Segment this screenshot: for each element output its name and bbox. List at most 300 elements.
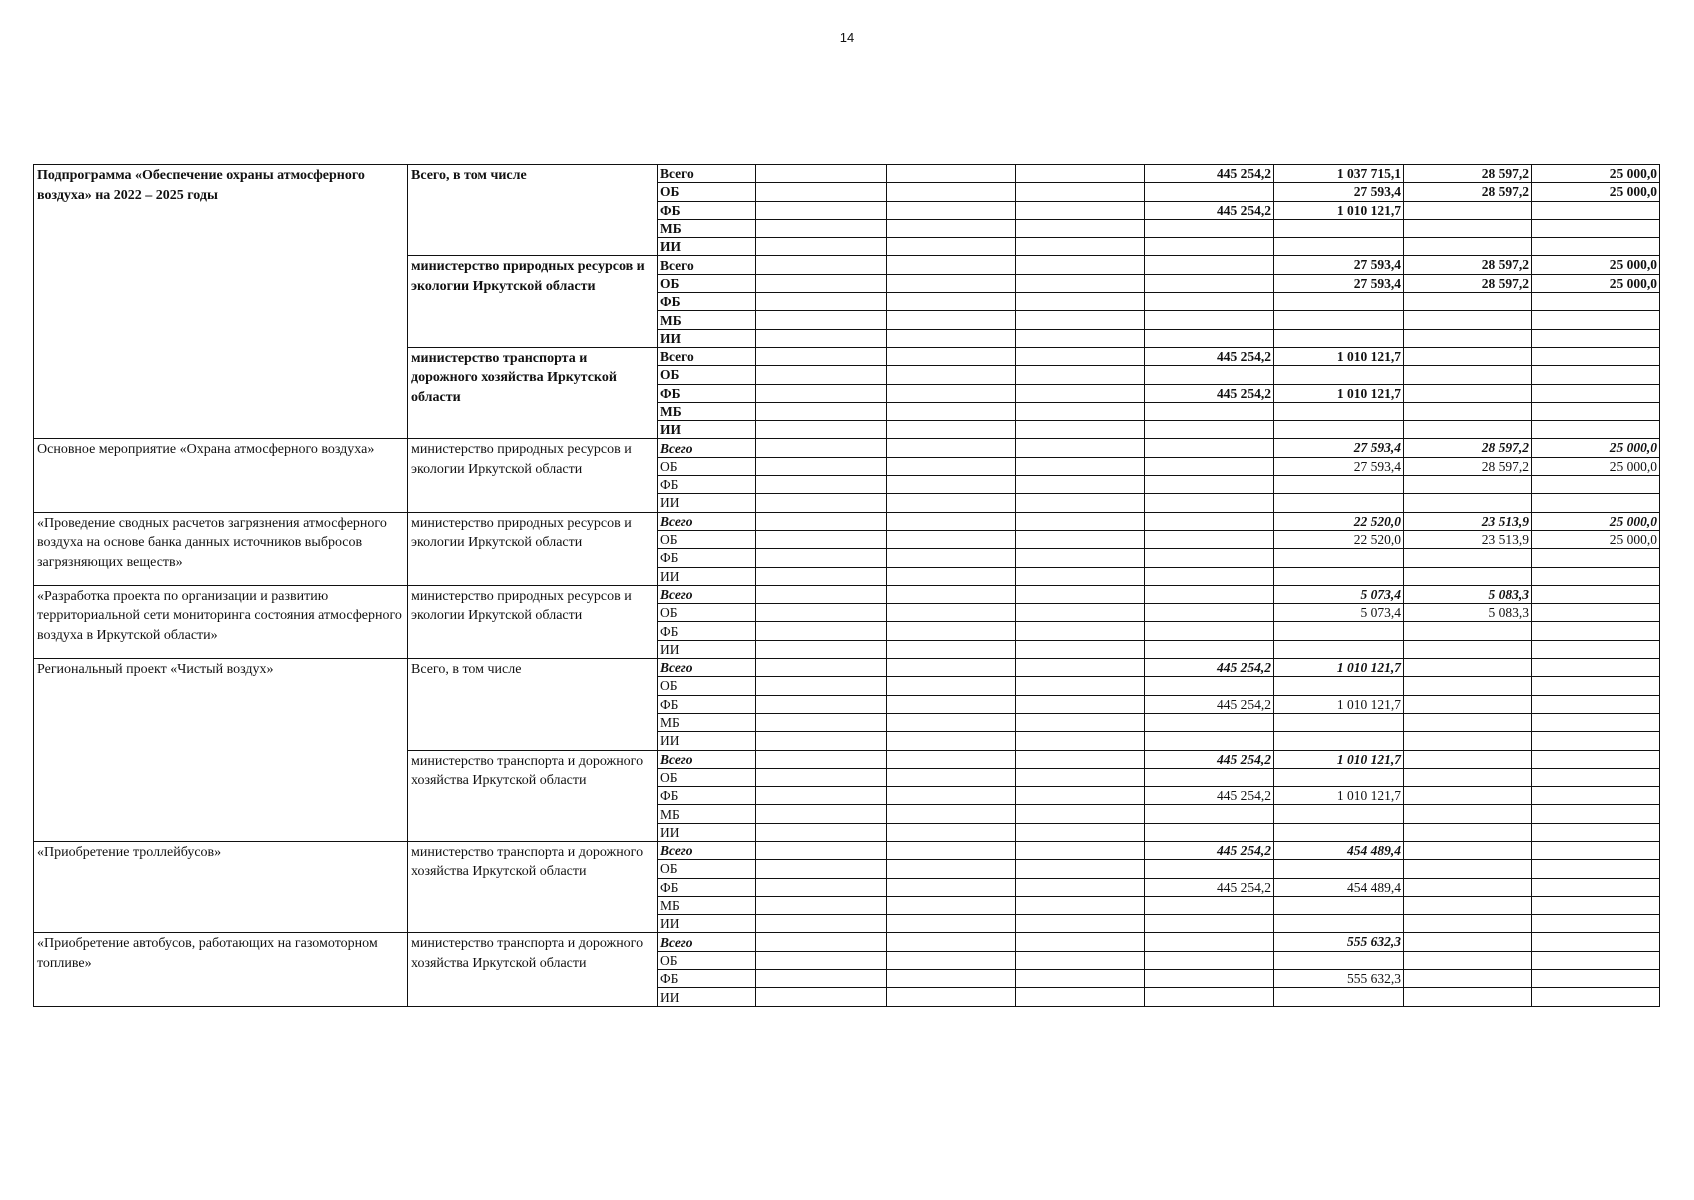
amount-cell <box>756 201 887 219</box>
amount-cell: 1 010 121,7 <box>1274 201 1404 219</box>
amount-cell <box>1404 421 1532 439</box>
amount-cell <box>1404 841 1532 859</box>
funding-source: ОБ <box>658 677 756 695</box>
amount-cell: 25 000,0 <box>1532 256 1660 274</box>
amount-cell <box>756 878 887 896</box>
amount-cell <box>887 915 1016 933</box>
amount-cell <box>756 805 887 823</box>
amount-cell <box>887 768 1016 786</box>
amount-cell <box>1145 951 1274 969</box>
amount-cell <box>756 311 887 329</box>
funding-source: ОБ <box>658 457 756 475</box>
funding-source: Всего <box>658 933 756 951</box>
amount-cell <box>1016 219 1145 237</box>
amount-cell <box>1016 585 1145 603</box>
amount-cell <box>756 567 887 585</box>
amount-cell <box>1532 988 1660 1006</box>
amount-cell <box>1145 713 1274 731</box>
amount-cell: 1 010 121,7 <box>1274 659 1404 677</box>
amount-cell <box>887 238 1016 256</box>
table-row <box>34 933 1660 951</box>
amount-cell <box>1016 439 1145 457</box>
amount-cell <box>1532 805 1660 823</box>
amount-cell <box>1145 805 1274 823</box>
executor-name: министерство транспорта и дорожного хозяйства Иркутской области <box>408 750 658 841</box>
amount-cell <box>1404 896 1532 914</box>
amount-cell <box>1145 329 1274 347</box>
amount-cell <box>1532 659 1660 677</box>
amount-cell <box>756 439 887 457</box>
amount-cell <box>1404 329 1532 347</box>
amount-cell <box>1532 494 1660 512</box>
amount-cell <box>756 659 887 677</box>
funding-source: ОБ <box>658 366 756 384</box>
amount-cell: 27 593,4 <box>1274 457 1404 475</box>
amount-cell <box>1532 347 1660 365</box>
executor-name: министерство транспорта и дорожного хозяйства Иркутской области <box>408 933 658 1006</box>
amount-cell <box>1274 823 1404 841</box>
amount-cell <box>1145 476 1274 494</box>
amount-cell: 445 254,2 <box>1145 750 1274 768</box>
amount-cell <box>756 512 887 530</box>
amount-cell: 555 632,3 <box>1274 970 1404 988</box>
amount-cell <box>1016 878 1145 896</box>
amount-cell <box>1532 622 1660 640</box>
amount-cell <box>1404 860 1532 878</box>
amount-cell <box>1016 604 1145 622</box>
funding-source: ФБ <box>658 622 756 640</box>
amount-cell: 5 083,3 <box>1404 604 1532 622</box>
amount-cell <box>887 933 1016 951</box>
amount-cell <box>1532 329 1660 347</box>
amount-cell <box>1532 585 1660 603</box>
funding-source: ОБ <box>658 951 756 969</box>
amount-cell <box>1145 366 1274 384</box>
amount-cell <box>887 878 1016 896</box>
amount-cell <box>887 750 1016 768</box>
funding-source: ИИ <box>658 567 756 585</box>
amount-cell <box>887 549 1016 567</box>
amount-cell <box>1016 457 1145 475</box>
funding-source: Всего <box>658 347 756 365</box>
amount-cell <box>756 732 887 750</box>
amount-cell <box>887 421 1016 439</box>
amount-cell <box>756 476 887 494</box>
amount-cell <box>1145 219 1274 237</box>
amount-cell: 445 254,2 <box>1145 695 1274 713</box>
amount-cell <box>1016 256 1145 274</box>
amount-cell <box>756 549 887 567</box>
amount-cell <box>756 823 887 841</box>
amount-cell <box>1532 896 1660 914</box>
amount-cell: 25 000,0 <box>1532 512 1660 530</box>
amount-cell <box>1532 640 1660 658</box>
amount-cell <box>1404 713 1532 731</box>
amount-cell <box>1274 421 1404 439</box>
amount-cell <box>1532 695 1660 713</box>
amount-cell <box>1145 622 1274 640</box>
amount-cell: 27 593,4 <box>1274 274 1404 292</box>
funding-source: МБ <box>658 896 756 914</box>
amount-cell: 454 489,4 <box>1274 878 1404 896</box>
executor-name: Всего, в том числе <box>408 165 658 256</box>
amount-cell <box>887 860 1016 878</box>
amount-cell <box>1532 677 1660 695</box>
amount-cell <box>887 823 1016 841</box>
amount-cell: 25 000,0 <box>1532 274 1660 292</box>
amount-cell <box>1145 604 1274 622</box>
amount-cell: 445 254,2 <box>1145 841 1274 859</box>
amount-cell <box>1532 219 1660 237</box>
amount-cell <box>1016 933 1145 951</box>
amount-cell: 27 593,4 <box>1274 439 1404 457</box>
amount-cell <box>1145 640 1274 658</box>
funding-source: ФБ <box>658 201 756 219</box>
amount-cell <box>1404 732 1532 750</box>
amount-cell <box>756 896 887 914</box>
amount-cell <box>1532 860 1660 878</box>
amount-cell <box>1532 933 1660 951</box>
amount-cell <box>1016 915 1145 933</box>
executor-name: Всего, в том числе <box>408 659 658 750</box>
amount-cell: 445 254,2 <box>1145 384 1274 402</box>
amount-cell <box>756 530 887 548</box>
amount-cell <box>1274 896 1404 914</box>
activity-name: Подпрограмма «Обеспечение охраны атмосферного воздуха» на 2022 – 2025 годы <box>34 165 408 439</box>
amount-cell <box>1404 677 1532 695</box>
amount-cell <box>1404 201 1532 219</box>
amount-cell <box>887 951 1016 969</box>
funding-source: ОБ <box>658 274 756 292</box>
amount-cell <box>1532 915 1660 933</box>
amount-cell <box>1274 329 1404 347</box>
amount-cell <box>1274 311 1404 329</box>
amount-cell <box>887 640 1016 658</box>
amount-cell <box>1016 421 1145 439</box>
amount-cell <box>1274 768 1404 786</box>
amount-cell: 1 010 121,7 <box>1274 347 1404 365</box>
amount-cell <box>1016 530 1145 548</box>
amount-cell <box>1145 238 1274 256</box>
amount-cell <box>887 165 1016 183</box>
funding-source: Всего <box>658 165 756 183</box>
amount-cell: 28 597,2 <box>1404 274 1532 292</box>
amount-cell <box>1404 238 1532 256</box>
amount-cell <box>1274 549 1404 567</box>
amount-cell <box>1016 347 1145 365</box>
amount-cell <box>887 293 1016 311</box>
amount-cell <box>1274 732 1404 750</box>
amount-cell: 25 000,0 <box>1532 530 1660 548</box>
amount-cell <box>756 768 887 786</box>
amount-cell <box>1404 768 1532 786</box>
amount-cell <box>1016 677 1145 695</box>
amount-cell: 5 073,4 <box>1274 604 1404 622</box>
amount-cell <box>1404 659 1532 677</box>
amount-cell <box>1532 732 1660 750</box>
amount-cell: 23 513,9 <box>1404 530 1532 548</box>
amount-cell <box>1404 494 1532 512</box>
amount-cell <box>1532 421 1660 439</box>
amount-cell: 25 000,0 <box>1532 457 1660 475</box>
amount-cell: 445 254,2 <box>1145 659 1274 677</box>
amount-cell <box>887 787 1016 805</box>
amount-cell <box>1532 201 1660 219</box>
funding-source: ФБ <box>658 878 756 896</box>
amount-cell <box>756 951 887 969</box>
amount-cell <box>756 713 887 731</box>
amount-cell <box>756 256 887 274</box>
amount-cell <box>1274 238 1404 256</box>
amount-cell <box>1016 238 1145 256</box>
amount-cell <box>1016 732 1145 750</box>
amount-cell <box>1145 402 1274 420</box>
amount-cell <box>756 585 887 603</box>
amount-cell <box>887 183 1016 201</box>
amount-cell <box>1404 951 1532 969</box>
table-row <box>34 659 1660 677</box>
funding-source: ИИ <box>658 988 756 1006</box>
amount-cell: 454 489,4 <box>1274 841 1404 859</box>
amount-cell <box>1404 915 1532 933</box>
amount-cell <box>1145 567 1274 585</box>
executor-name: министерство транспорта и дорожного хозяйства Иркутской области <box>408 347 658 438</box>
amount-cell <box>1145 530 1274 548</box>
table-row <box>34 512 1660 530</box>
amount-cell <box>1274 567 1404 585</box>
activity-name: Региональный проект «Чистый воздух» <box>34 659 408 842</box>
amount-cell <box>1145 274 1274 292</box>
amount-cell <box>756 841 887 859</box>
funding-source: ИИ <box>658 238 756 256</box>
amount-cell <box>1274 476 1404 494</box>
funding-source: ОБ <box>658 860 756 878</box>
amount-cell <box>1016 622 1145 640</box>
amount-cell: 445 254,2 <box>1145 878 1274 896</box>
amount-cell <box>1145 439 1274 457</box>
amount-cell <box>1532 567 1660 585</box>
amount-cell <box>1016 311 1145 329</box>
amount-cell <box>1016 549 1145 567</box>
amount-cell <box>1532 841 1660 859</box>
amount-cell <box>1404 347 1532 365</box>
amount-cell <box>1016 860 1145 878</box>
amount-cell <box>1016 951 1145 969</box>
table-row <box>34 165 1660 183</box>
amount-cell <box>756 421 887 439</box>
amount-cell <box>887 732 1016 750</box>
amount-cell <box>887 329 1016 347</box>
amount-cell: 22 520,0 <box>1274 530 1404 548</box>
amount-cell <box>756 219 887 237</box>
amount-cell <box>756 622 887 640</box>
amount-cell <box>1404 750 1532 768</box>
funding-source: Всего <box>658 512 756 530</box>
amount-cell <box>1274 494 1404 512</box>
funding-source: МБ <box>658 402 756 420</box>
amount-cell <box>1145 933 1274 951</box>
amount-cell <box>887 585 1016 603</box>
amount-cell <box>756 165 887 183</box>
amount-cell: 445 254,2 <box>1145 787 1274 805</box>
amount-cell <box>1016 713 1145 731</box>
amount-cell <box>1145 732 1274 750</box>
table-row <box>34 841 1660 859</box>
amount-cell <box>1016 366 1145 384</box>
amount-cell: 445 254,2 <box>1145 347 1274 365</box>
amount-cell <box>756 274 887 292</box>
funding-source: ФБ <box>658 695 756 713</box>
executor-name: министерство природных ресурсов и экологии Иркутской области <box>408 439 658 512</box>
funding-table <box>33 164 1660 1007</box>
amount-cell <box>1532 366 1660 384</box>
funding-source: ФБ <box>658 787 756 805</box>
amount-cell: 22 520,0 <box>1274 512 1404 530</box>
amount-cell <box>1145 823 1274 841</box>
amount-cell <box>887 622 1016 640</box>
amount-cell <box>1274 988 1404 1006</box>
amount-cell <box>887 347 1016 365</box>
amount-cell <box>1404 787 1532 805</box>
amount-cell <box>1404 384 1532 402</box>
amount-cell <box>756 860 887 878</box>
amount-cell <box>756 347 887 365</box>
amount-cell: 28 597,2 <box>1404 165 1532 183</box>
activity-name: «Проведение сводных расчетов загрязнения атмосферного воздуха на основе банка данных источников выбросов загрязняющих веществ» <box>34 512 408 585</box>
funding-source: МБ <box>658 311 756 329</box>
amount-cell <box>887 366 1016 384</box>
amount-cell: 445 254,2 <box>1145 201 1274 219</box>
funding-source: ИИ <box>658 329 756 347</box>
amount-cell <box>887 659 1016 677</box>
amount-cell <box>1404 219 1532 237</box>
amount-cell <box>1016 750 1145 768</box>
amount-cell <box>1274 402 1404 420</box>
amount-cell <box>1274 677 1404 695</box>
amount-cell <box>756 695 887 713</box>
executor-name: министерство транспорта и дорожного хозяйства Иркутской области <box>408 841 658 932</box>
amount-cell: 5 083,3 <box>1404 585 1532 603</box>
amount-cell <box>887 512 1016 530</box>
amount-cell <box>887 439 1016 457</box>
amount-cell: 5 073,4 <box>1274 585 1404 603</box>
amount-cell: 28 597,2 <box>1404 183 1532 201</box>
funding-source: Всего <box>658 439 756 457</box>
amount-cell <box>1016 274 1145 292</box>
funding-source: ФБ <box>658 476 756 494</box>
amount-cell <box>887 896 1016 914</box>
amount-cell <box>1145 183 1274 201</box>
funding-source: ИИ <box>658 421 756 439</box>
amount-cell <box>1532 750 1660 768</box>
funding-source: ИИ <box>658 732 756 750</box>
funding-source: ИИ <box>658 823 756 841</box>
amount-cell <box>1274 219 1404 237</box>
amount-cell <box>756 677 887 695</box>
amount-cell <box>756 402 887 420</box>
amount-cell <box>887 311 1016 329</box>
amount-cell: 1 010 121,7 <box>1274 695 1404 713</box>
amount-cell <box>1145 860 1274 878</box>
amount-cell <box>887 494 1016 512</box>
amount-cell <box>1016 384 1145 402</box>
amount-cell <box>887 970 1016 988</box>
amount-cell <box>887 530 1016 548</box>
amount-cell <box>1532 293 1660 311</box>
funding-source: Всего <box>658 659 756 677</box>
amount-cell: 445 254,2 <box>1145 165 1274 183</box>
amount-cell <box>1274 713 1404 731</box>
amount-cell <box>1532 402 1660 420</box>
executor-name: министерство природных ресурсов и экологии Иркутской области <box>408 256 658 347</box>
amount-cell <box>1016 567 1145 585</box>
amount-cell: 28 597,2 <box>1404 457 1532 475</box>
amount-cell <box>887 256 1016 274</box>
amount-cell <box>1532 604 1660 622</box>
amount-cell <box>887 402 1016 420</box>
amount-cell <box>1145 549 1274 567</box>
amount-cell: 27 593,4 <box>1274 256 1404 274</box>
amount-cell <box>1145 677 1274 695</box>
amount-cell: 555 632,3 <box>1274 933 1404 951</box>
amount-cell <box>756 640 887 658</box>
amount-cell <box>756 293 887 311</box>
amount-cell <box>1532 878 1660 896</box>
amount-cell <box>1016 695 1145 713</box>
amount-cell <box>1145 915 1274 933</box>
amount-cell: 27 593,4 <box>1274 183 1404 201</box>
amount-cell <box>756 238 887 256</box>
amount-cell <box>1016 823 1145 841</box>
amount-cell <box>756 604 887 622</box>
amount-cell <box>1404 970 1532 988</box>
amount-cell <box>1016 659 1145 677</box>
amount-cell <box>1532 768 1660 786</box>
amount-cell <box>756 366 887 384</box>
amount-cell <box>1274 951 1404 969</box>
amount-cell <box>887 695 1016 713</box>
amount-cell <box>1016 896 1145 914</box>
amount-cell: 1 010 121,7 <box>1274 750 1404 768</box>
amount-cell <box>1404 933 1532 951</box>
amount-cell: 1 010 121,7 <box>1274 787 1404 805</box>
amount-cell <box>1145 970 1274 988</box>
funding-source: Всего <box>658 256 756 274</box>
activity-name: «Приобретение автобусов, работающих на газомоторном топливе» <box>34 933 408 1006</box>
funding-source: МБ <box>658 713 756 731</box>
activity-name: «Разработка проекта по организации и развитию территориальной сети мониторинга состояния атмосферного воздуха в Иркутской области» <box>34 585 408 658</box>
amount-cell <box>1404 640 1532 658</box>
amount-cell <box>756 750 887 768</box>
amount-cell <box>1016 768 1145 786</box>
funding-source: МБ <box>658 219 756 237</box>
executor-name: министерство природных ресурсов и экологии Иркутской области <box>408 585 658 658</box>
amount-cell <box>1016 988 1145 1006</box>
funding-source: ИИ <box>658 915 756 933</box>
amount-cell <box>887 567 1016 585</box>
amount-cell <box>1145 293 1274 311</box>
amount-cell <box>1016 329 1145 347</box>
amount-cell <box>756 183 887 201</box>
amount-cell <box>1404 402 1532 420</box>
amount-cell <box>887 219 1016 237</box>
amount-cell <box>1404 805 1532 823</box>
amount-cell <box>887 841 1016 859</box>
amount-cell <box>1404 311 1532 329</box>
funding-source: ФБ <box>658 549 756 567</box>
amount-cell <box>756 787 887 805</box>
funding-source: ФБ <box>658 970 756 988</box>
